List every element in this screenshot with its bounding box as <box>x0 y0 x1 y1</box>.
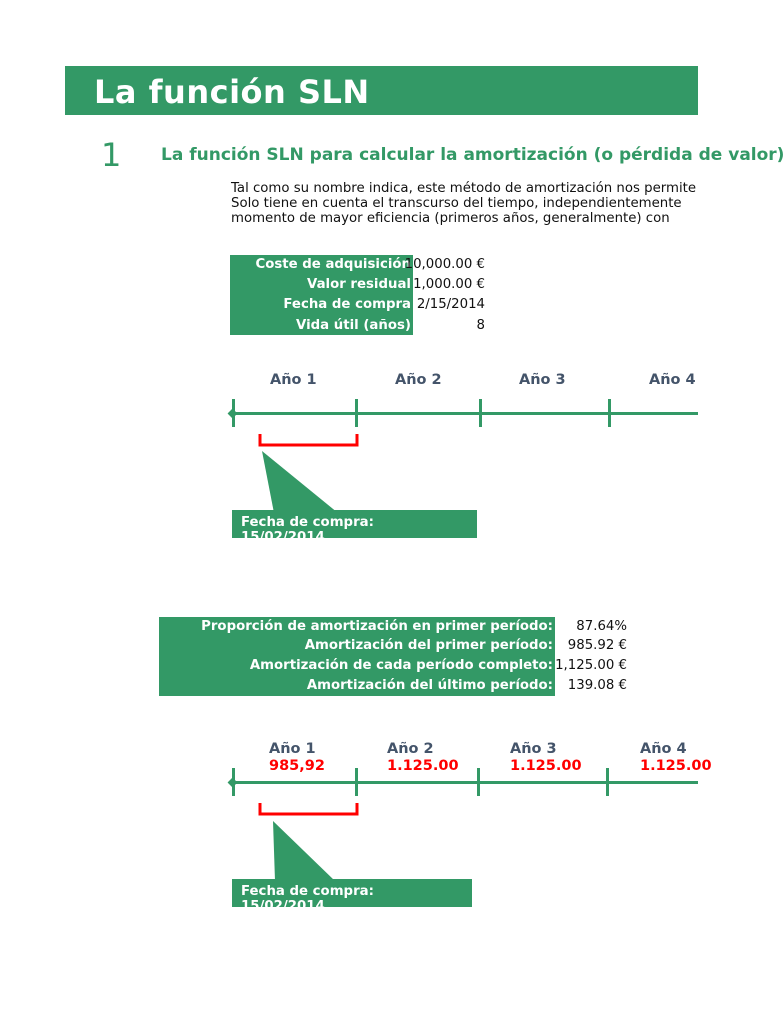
result-value-cell[interactable]: 87.64% <box>576 619 627 634</box>
year-label: Año 4 <box>649 372 696 388</box>
period-amount: 1.125.00 <box>640 758 712 774</box>
timeline-tick <box>232 768 235 796</box>
timeline-tick <box>479 399 482 427</box>
period-amount: 1.125.00 <box>387 758 459 774</box>
paragraph-line: Tal como su nombre indica, este método de amortización nos permite <box>231 181 697 196</box>
section-title: La función SLN para calcular la amortización (o pérdida de valor) <box>161 145 784 165</box>
input-label: Vida útil (años) <box>296 318 411 333</box>
callout-line: 15/02/2014 <box>241 530 325 545</box>
section-number: 1 <box>101 136 122 174</box>
year-label: Año 3 <box>510 741 557 757</box>
period-bracket <box>258 803 360 817</box>
timeline-tick <box>477 768 480 796</box>
period-bracket <box>258 434 360 448</box>
timeline-tick <box>355 399 358 427</box>
page-title: La función SLN <box>94 73 370 111</box>
year-label: Año 1 <box>269 741 316 757</box>
result-value-cell[interactable]: 985.92 € <box>567 638 627 653</box>
year-label: Año 2 <box>395 372 442 388</box>
input-label: Valor residual <box>307 277 411 292</box>
timeline-tick <box>606 768 609 796</box>
input-label: Coste de adquisición <box>255 257 411 272</box>
input-value-cell[interactable]: 8 <box>476 318 485 333</box>
callout-pointer <box>262 451 342 513</box>
paragraph-line: Solo tiene en cuenta el transcurso del tiempo, independientemente <box>231 196 682 211</box>
paragraph-line: momento de mayor eficiencia (primeros años, generalmente) con <box>231 211 670 226</box>
callout-line: 15/02/2014 <box>241 899 325 914</box>
result-label: Amortización de cada período completo: <box>249 658 553 673</box>
year-label: Año 3 <box>519 372 566 388</box>
period-amount: 985,92 <box>269 758 325 774</box>
input-value-cell[interactable]: 1,000.00 € <box>413 277 485 292</box>
result-label: Amortización del último período: <box>306 678 553 693</box>
result-label: Proporción de amortización en primer período: <box>201 619 553 634</box>
purchase-date-callout <box>232 510 477 545</box>
callout-pointer <box>273 821 339 881</box>
year-label: Año 2 <box>387 741 434 757</box>
input-label: Fecha de compra <box>283 297 411 312</box>
input-value-cell[interactable]: 10,000.00 € <box>404 257 485 272</box>
callout-line: Fecha de compra: <box>241 884 374 899</box>
input-value-cell[interactable]: 2/15/2014 <box>416 297 485 312</box>
results-label-block <box>159 617 555 696</box>
period-amount: 1.125.00 <box>510 758 582 774</box>
year-label: Año 4 <box>640 741 687 757</box>
title-banner <box>65 66 698 115</box>
callout-line: Fecha de compra: <box>241 515 374 530</box>
year-label: Año 1 <box>270 372 317 388</box>
result-label: Amortización del primer período: <box>304 638 553 653</box>
timeline-tick <box>232 399 235 427</box>
timeline-tick <box>608 399 611 427</box>
result-value-cell[interactable]: 1,125.00 € <box>555 658 627 673</box>
timeline-axis <box>232 412 698 415</box>
timeline-tick <box>355 768 358 796</box>
purchase-date-callout <box>232 879 472 914</box>
result-value-cell[interactable]: 139.08 € <box>567 678 627 693</box>
inputs-label-block <box>230 255 413 335</box>
timeline-axis <box>232 781 698 784</box>
